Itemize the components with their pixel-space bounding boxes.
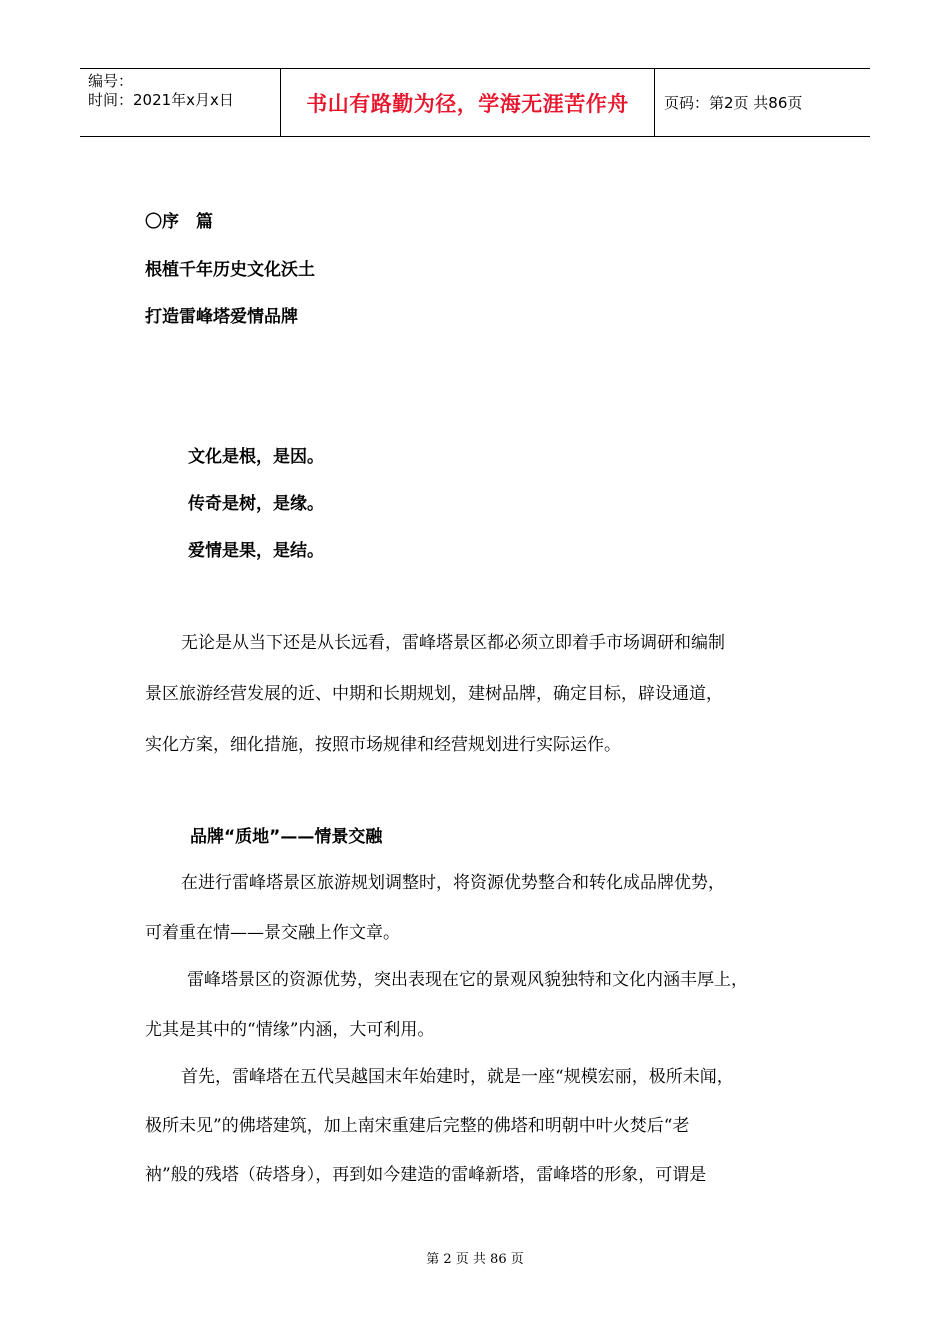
document-date: 时间：2021年x月x日 bbox=[88, 91, 234, 109]
page-header bbox=[80, 68, 870, 137]
paragraph-line: 衲”般的残塔（砖塔身），再到如今建造的雷峰新塔，雷峰塔的形象，可谓是 bbox=[145, 1165, 707, 1185]
paragraph-line: 极所未见”的佛塔建筑，加上南宋重建后完整的佛塔和明朝中叶火焚后“老 bbox=[145, 1116, 690, 1136]
page-footer: 第 2 页 共 86 页 bbox=[426, 1252, 524, 1267]
header-page-info: 页码：第2页 共86页 bbox=[664, 94, 803, 112]
paragraph-line: 实化方案，细化措施，按照市场规律和经营规划进行实际运作。 bbox=[145, 735, 621, 755]
section-subtitle-2: 打造雷峰塔爱情品牌 bbox=[145, 307, 298, 327]
document-number-label: 编号： bbox=[88, 72, 134, 90]
paragraph-line: 景区旅游经营发展的近、中期和长期规划，建树品牌，确定目标，辟设通道， bbox=[145, 684, 723, 704]
verse-line: 文化是根，是因。 bbox=[188, 447, 324, 467]
header-meta bbox=[80, 69, 281, 136]
section-title: 〇序 篇 bbox=[145, 212, 213, 232]
header-motto: 书山有路勤为径，学海无涯苦作舟 bbox=[281, 69, 655, 136]
paragraph-line: 雷峰塔景区的资源优势，突出表现在它的景观风貌独特和文化内涵丰厚上， bbox=[187, 970, 748, 990]
paragraph-line: 首先，雷峰塔在五代吴越国末年始建时，就是一座“规模宏丽，极所未闻， bbox=[181, 1067, 734, 1087]
verse-line: 传奇是树，是缘。 bbox=[188, 494, 324, 514]
paragraph-line: 无论是从当下还是从长远看，雷峰塔景区都必须立即着手市场调研和编制 bbox=[181, 633, 725, 653]
paragraph-line: 可着重在情——景交融上作文章。 bbox=[145, 923, 400, 943]
subheading: 品牌“质地”——情景交融 bbox=[190, 827, 383, 847]
verse-line: 爱情是果，是结。 bbox=[188, 541, 324, 561]
section-subtitle-1: 根植千年历史文化沃土 bbox=[145, 260, 315, 280]
paragraph-line: 在进行雷峰塔景区旅游规划调整时，将资源优势整合和转化成品牌优势， bbox=[181, 873, 725, 893]
paragraph-line: 尤其是其中的“情缘”内涵，大可利用。 bbox=[145, 1020, 435, 1040]
